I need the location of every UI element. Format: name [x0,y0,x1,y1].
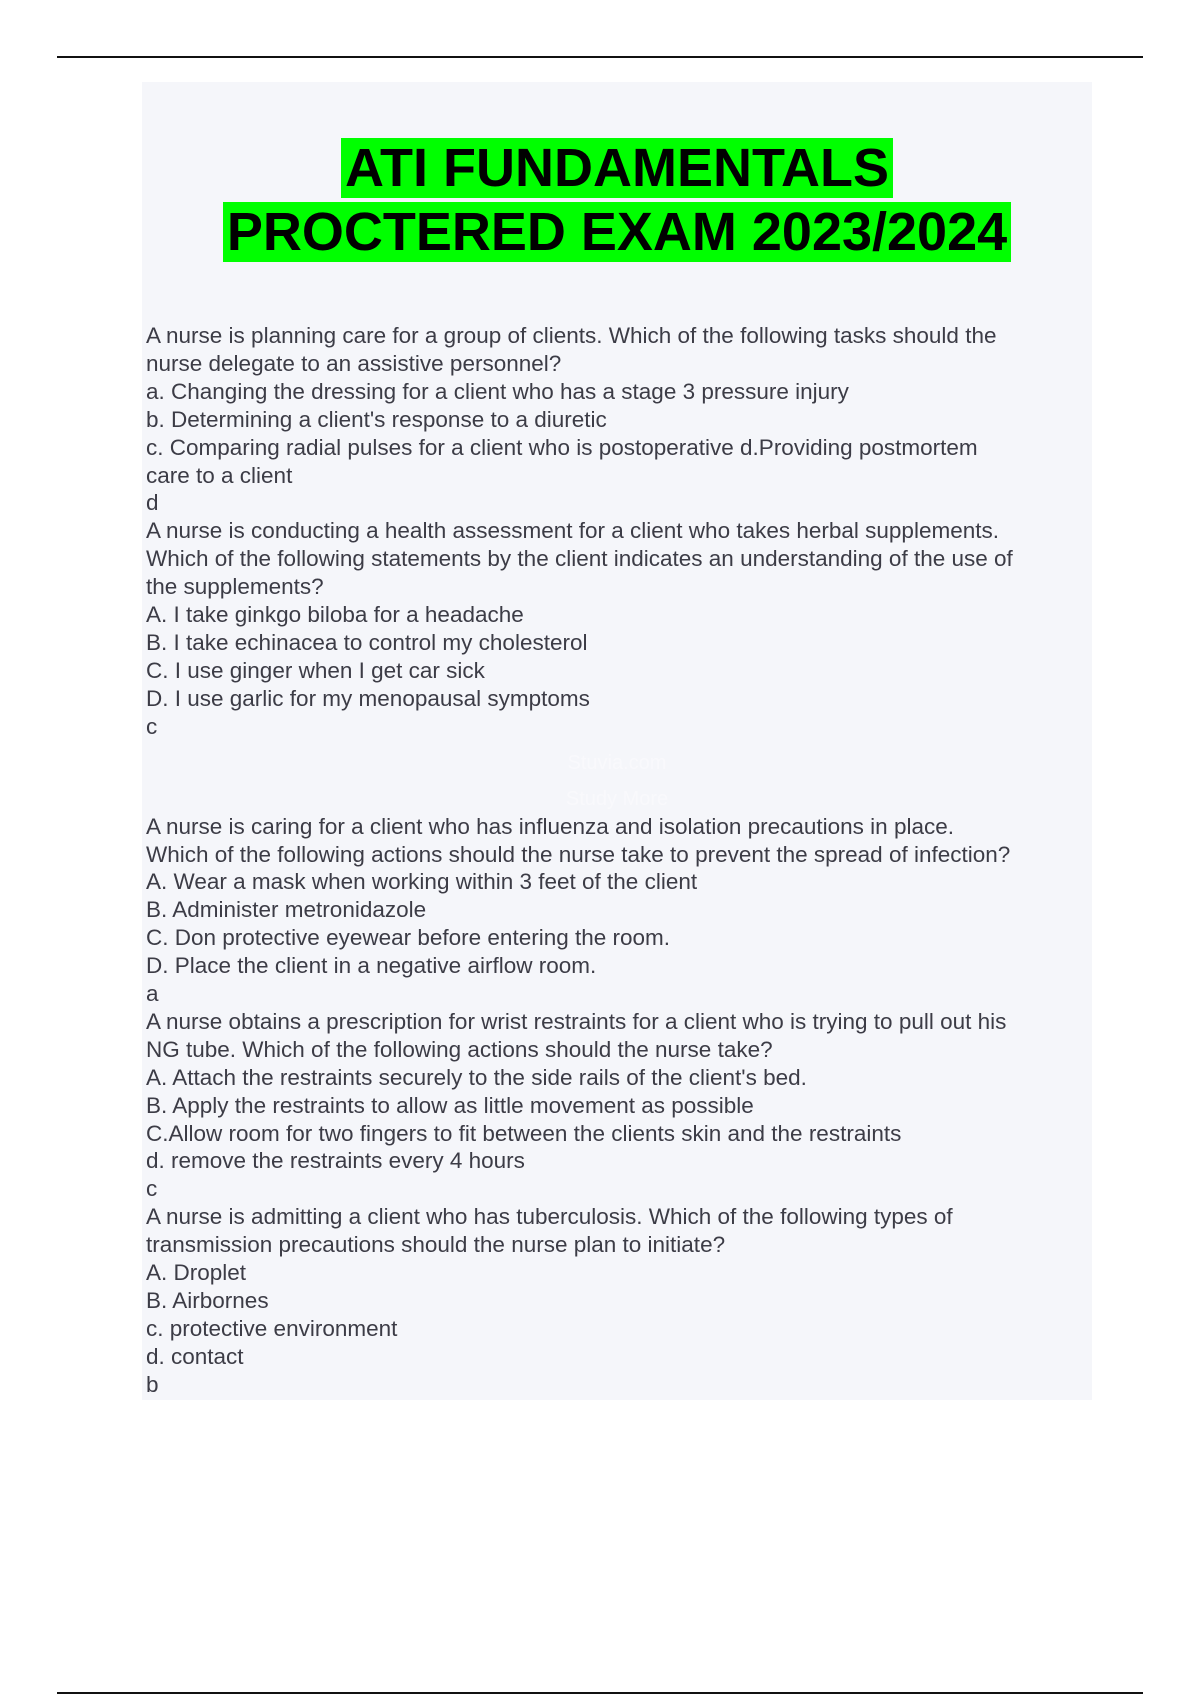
text-line: A nurse is planning care for a group of clients. Which of the following tasks should the [146,323,997,348]
text-line: B. I take echinacea to control my cholesterol [146,629,588,655]
text-line: C.Allow room for two fingers to fit between the clients skin and the restraints [146,1120,902,1146]
text-line: Which of the following statements by the client indicates an understanding of the use of [146,546,1013,572]
text-line: transmission precautions should the nurse plan to initiate? [146,1232,726,1258]
text-line: A. I take ginkgo biloba for a headache [146,602,524,628]
text-line: b. Determining a client's response to a diuretic [146,406,607,432]
block-gap [146,741,1086,813]
text-line: C. I use ginger when I get car sick [146,657,485,683]
watermark-line-2: Study More [565,788,669,810]
answer-line: d [146,490,159,516]
page-title [142,136,1092,264]
text-line: the supplements? [146,574,324,600]
answer-line: c [146,1176,158,1202]
text-line: A nurse is caring for a client who has influenza and isolation precautions in place. [146,813,954,839]
text-line: B. Apply the restraints to allow as little movement as possible [146,1092,754,1118]
text-line: d. contact [146,1343,244,1369]
bottom-rule [57,1692,1143,1694]
question-content [146,322,1086,1399]
answer-line: c [146,713,158,739]
text-line: B. Airbornes [146,1288,269,1313]
question-block-2 [146,813,1086,1399]
title-line-2: PROCTERED EXAM 2023/2024 [223,202,1011,262]
text-line: A. Wear a mask when working within 3 feet of the client [146,869,698,895]
text-line: A. Droplet [146,1260,247,1286]
text-line: d. remove the restraints every 4 hours [146,1148,525,1174]
text-line: nurse delegate to an assistive personnel? [146,350,562,376]
question-block-1 [146,322,1086,741]
text-line: NG tube. Which of the following actions should the nurse take? [146,1036,773,1062]
title-line-1: ATI FUNDAMENTALS [341,138,893,198]
text-line: D. Place the client in a negative airflow room. [146,953,597,979]
text-line: C. Don protective eyewear before entering the room. [146,925,671,951]
top-rule [57,56,1143,58]
text-line: A nurse is conducting a health assessment for a client who takes herbal supplements. [146,518,999,544]
text-line: D. I use garlic for my menopausal symptoms [146,685,590,711]
answer-line: b [146,1371,159,1397]
text-line: c. protective environment [146,1315,398,1341]
text-line: c. Comparing radial pulses for a client who is postoperative d.Providing postmortem [146,434,978,460]
text-line: A nurse obtains a prescription for wrist restraints for a client who is trying to pull out his [146,1008,1007,1034]
watermark-line-1: Stuvia.com [567,752,667,774]
text-line: a. Changing the dressing for a client who has a stage 3 pressure injury [146,378,849,404]
text-line: B. Administer metronidazole [146,897,427,923]
text-line: A nurse is admitting a client who has tuberculosis. Which of the following types of [146,1204,953,1230]
answer-line: a [146,981,159,1007]
text-line: Which of the following actions should the nurse take to prevent the spread of infection? [146,841,1011,867]
text-line: care to a client [146,462,293,488]
text-line: A. Attach the restraints securely to the side rails of the client's bed. [146,1064,807,1090]
